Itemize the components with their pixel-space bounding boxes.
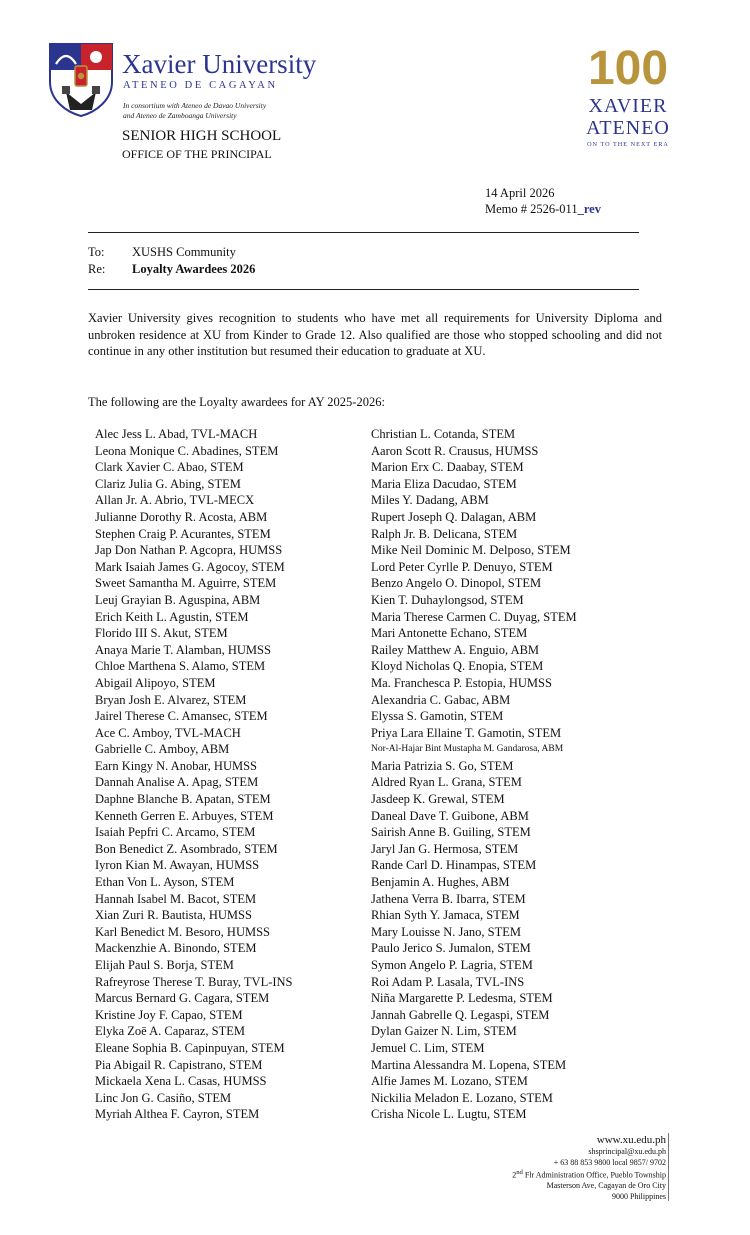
footer-phone: + 63 88 853 9800 local 9857/ 9702 xyxy=(553,1157,666,1167)
awardee-item: Florido III S. Akut, STEM xyxy=(95,626,228,641)
awardee-item: Jairel Therese C. Amansec, STEM xyxy=(95,709,268,724)
awardee-item: Mike Neil Dominic M. Delposo, STEM xyxy=(371,543,571,558)
consortium-line-2: and Ateneo de Zamboanga University xyxy=(123,111,237,120)
awardee-item: Eleane Sophia B. Capinpuyan, STEM xyxy=(95,1040,285,1055)
awardee-item: Chloe Marthena S. Alamo, STEM xyxy=(95,659,266,674)
university-seal-icon xyxy=(48,42,114,118)
intro-paragraph: Xavier University gives recognition to students who have met all requirements for University Diploma and unbroken residence at XU from Kinder to Grade 12. Also qualified are those who stopped schooling and did not continue in any other institution but resumed their education to graduate at XU. xyxy=(88,311,662,359)
re-label: Re: xyxy=(88,262,106,276)
awardee-item: Kloyd Nicholas Q. Enopia, STEM xyxy=(371,659,544,674)
awardee-item: Priya Lara Ellaine T. Gamotin, STEM xyxy=(371,725,562,740)
awardee-item: Maria Eliza Dacudao, STEM xyxy=(371,476,517,491)
awardee-item: Clariz Julia G. Abing, STEM xyxy=(95,476,241,491)
awardee-item: Daphne Blanche B. Apatan, STEM xyxy=(95,792,271,807)
awardee-item: Allan Jr. A. Abrio, TVL-MECX xyxy=(95,493,255,508)
header-divider-top xyxy=(88,232,639,233)
footer-floor-suffix: nd xyxy=(516,1169,523,1176)
re-value: Loyalty Awardees 2026 xyxy=(132,262,256,276)
awardee-item: Isaiah Pepfri C. Arcamo, STEM xyxy=(95,825,256,840)
awardee-item: Benjamin A. Hughes, ABM xyxy=(371,875,510,890)
awardee-item: Martina Alessandra M. Lopena, STEM xyxy=(371,1057,567,1072)
awardee-item: Elijah Paul S. Borja, STEM xyxy=(95,958,234,972)
awardee-item: Christian L. Cotanda, STEM xyxy=(371,427,516,441)
awardee-item: Leuj Grayian B. Aguspina, ABM xyxy=(95,592,261,607)
awardee-item: Lord Peter Cyrlle P. Denuyo, STEM xyxy=(371,559,553,574)
memo-date: 14 April 2026 xyxy=(485,186,555,200)
awardee-item: Gabrielle C. Amboy, ABM xyxy=(95,742,230,757)
awardee-item: Iyron Kian M. Awayan, HUMSS xyxy=(95,858,260,873)
awardee-item: Anaya Marie T. Alamban, HUMSS xyxy=(95,642,271,657)
awardee-item: Rande Carl D. Hinampas, STEM xyxy=(371,858,537,873)
awardee-item: Alec Jess L. Abad, TVL-MACH xyxy=(95,427,258,441)
awardee-item: Ma. Franchesca P. Estopia, HUMSS xyxy=(371,675,552,690)
awardee-item: Jemuel C. Lim, STEM xyxy=(371,1040,485,1055)
awardee-item: Jannah Gabrelle Q. Legaspi, STEM xyxy=(371,1007,550,1022)
awardee-item: Clark Xavier C. Abao, STEM xyxy=(95,460,244,475)
awardee-item: Kien T. Duhaylongsod, STEM xyxy=(371,592,524,607)
awardee-list-column-1 xyxy=(95,426,293,1123)
awardee-item: Crisha Nicole L. Lugtu, STEM xyxy=(371,1107,527,1122)
university-subname: ATENEO DE CAGAYAN xyxy=(123,80,278,91)
awardee-item: Sairish Anne B. Guiling, STEM xyxy=(371,825,531,840)
awardee-item: Paulo Jerico S. Jumalon, STEM xyxy=(371,941,531,956)
awardee-item: Maria Patrizia S. Go, STEM xyxy=(371,758,514,773)
memo-number-prefix: Memo # 2526-011 xyxy=(485,202,578,216)
awardee-item: Jap Don Nathan P. Agcopra, HUMSS xyxy=(95,543,283,558)
awardee-item: Earn Kingy N. Anobar, HUMSS xyxy=(95,758,257,773)
office-name: OFFICE OF THE PRINCIPAL xyxy=(122,147,272,161)
awardee-item: Elyssa S. Gamotin, STEM xyxy=(371,709,504,724)
header-divider-bottom xyxy=(88,289,639,290)
list-intro: The following are the Loyalty awardees for AY 2025-2026: xyxy=(88,395,385,409)
awardee-item: Elyka Zoē A. Caparaz, STEM xyxy=(95,1024,245,1039)
centennial-line-1: XAVIER xyxy=(588,95,668,117)
memo-number-suffix: _rev xyxy=(577,202,601,216)
awardee-item: Ethan Von L. Ayson, STEM xyxy=(95,875,235,890)
awardee-item: Nor-Al-Hajar Bint Mustapha M. Gandarosa, ABM xyxy=(371,744,564,755)
awardee-item: Kenneth Gerren E. Arbuyes, STEM xyxy=(95,808,274,823)
awardee-item: Maria Therese Carmen C. Duyag, STEM xyxy=(371,609,577,624)
awardee-item: Mark Isaiah James G. Agocoy, STEM xyxy=(95,559,285,574)
awardee-item: Hannah Isabel M. Bacot, STEM xyxy=(95,891,257,906)
awardee-item: Xian Zuri R. Bautista, HUMSS xyxy=(95,908,252,923)
consortium-note xyxy=(123,101,266,121)
awardee-item: Bryan Josh E. Alvarez, STEM xyxy=(95,692,247,707)
to-value: XUSHS Community xyxy=(132,245,236,259)
awardee-item: Miles Y. Dadang, ABM xyxy=(371,493,489,508)
awardee-item: Rafreyrose Therese T. Buray, TVL-INS xyxy=(95,974,293,989)
awardee-item: Sweet Samantha M. Aguirre, STEM xyxy=(95,576,277,591)
awardee-item: Jasdeep K. Grewal, STEM xyxy=(371,792,505,807)
awardee-item: Symon Angelo P. Lagria, STEM xyxy=(371,958,533,972)
footer-contact xyxy=(512,1133,666,1202)
awardee-item: Ace C. Amboy, TVL-MACH xyxy=(95,725,241,740)
awardee-item: Karl Benedict M. Besoro, HUMSS xyxy=(95,924,270,939)
centennial-tagline: ON TO THE NEXT ERA xyxy=(587,141,669,148)
awardee-item: Linc Jon G. Casiño, STEM xyxy=(95,1090,232,1105)
awardee-item: Abigail Alipoyo, STEM xyxy=(95,675,216,690)
footer-address-3: 9000 Philippines xyxy=(611,1191,666,1201)
university-name: Xavier University xyxy=(122,49,317,79)
awardee-item: Marion Erx C. Daabay, STEM xyxy=(371,460,524,475)
awardee-item: Myriah Althea F. Cayron, STEM xyxy=(95,1107,260,1122)
awardee-item: Pia Abigail R. Capistrano, STEM xyxy=(95,1057,263,1072)
awardee-item: Benzo Angelo O. Dinopol, STEM xyxy=(371,576,542,591)
awardee-item: Jaryl Jan G. Hermosa, STEM xyxy=(371,841,519,856)
awardee-item: Marcus Bernard G. Cagara, STEM xyxy=(95,991,270,1006)
footer-address-2: Masterson Ave, Cagayan de Oro City xyxy=(546,1181,666,1191)
centennial-line-2: ATENEO xyxy=(586,117,670,139)
awardee-item: Bon Benedict Z. Asombrado, STEM xyxy=(95,841,278,856)
awardee-item: Julianne Dorothy R. Acosta, ABM xyxy=(95,509,268,524)
awardee-list-column-2 xyxy=(371,426,577,1123)
awardee-item: Nickilia Meladon E. Lozano, STEM xyxy=(371,1090,553,1105)
footer-website: www.xu.edu.ph xyxy=(596,1134,666,1146)
centennial-number: 100 xyxy=(587,44,669,95)
centennial-logo-icon xyxy=(568,44,688,164)
awardee-item: Aaron Scott R. Crausus, HUMSS xyxy=(371,443,539,458)
awardee-item: Roi Adam P. Lasala, TVL-INS xyxy=(371,974,525,989)
awardee-item: Ralph Jr. B. Delicana, STEM xyxy=(371,526,518,541)
awardee-item: Daneal Dave T. Guibone, ABM xyxy=(371,808,529,823)
awardee-item: Dannah Analise A. Apag, STEM xyxy=(95,775,259,790)
to-label: To: xyxy=(88,245,105,259)
footer-floor: 2 xyxy=(512,1170,517,1180)
consortium-line-1: In consortium with Ateneo de Davao University xyxy=(123,101,267,110)
footer-email: shsprincipal@xu.edu.ph xyxy=(588,1147,666,1156)
awardee-item: Kristine Joy F. Capao, STEM xyxy=(95,1007,243,1022)
awardee-item: Alexandria C. Gabac, ABM xyxy=(371,692,511,707)
memo-number xyxy=(485,202,601,217)
awardee-item: Railey Matthew A. Enguio, ABM xyxy=(371,642,540,657)
awardee-item: Jathena Verra B. Ibarra, STEM xyxy=(371,891,526,906)
awardee-item: Alfie James M. Lozano, STEM xyxy=(371,1074,528,1089)
awardee-item: Erich Keith L. Agustin, STEM xyxy=(95,609,249,624)
school-name: SENIOR HIGH SCHOOL xyxy=(122,128,282,144)
awardee-item: Leona Monique C. Abadines, STEM xyxy=(95,443,279,458)
awardee-item: Mickaela Xena L. Casas, HUMSS xyxy=(95,1074,267,1089)
awardee-item: Mackenzhie A. Binondo, STEM xyxy=(95,941,257,956)
awardee-item: Mari Antonette Echano, STEM xyxy=(371,626,528,641)
awardee-item: Stephen Craig P. Acurantes, STEM xyxy=(95,526,271,541)
footer-vertical-rule xyxy=(668,1133,669,1201)
awardee-item: Rhian Syth Y. Jamaca, STEM xyxy=(371,908,520,923)
awardee-item: Dylan Gaizer N. Lim, STEM xyxy=(371,1024,517,1039)
awardee-item: Rupert Joseph Q. Dalagan, ABM xyxy=(371,509,537,524)
awardee-item: Aldred Ryan L. Grana, STEM xyxy=(371,775,522,790)
awardee-item: Niña Margarette P. Ledesma, STEM xyxy=(371,991,553,1006)
footer-address-1-rest: Flr Administration Office, Pueblo Township xyxy=(522,1170,666,1180)
awardee-item: Mary Louisse N. Jano, STEM xyxy=(371,924,521,939)
footer-address-1 xyxy=(512,1168,666,1181)
